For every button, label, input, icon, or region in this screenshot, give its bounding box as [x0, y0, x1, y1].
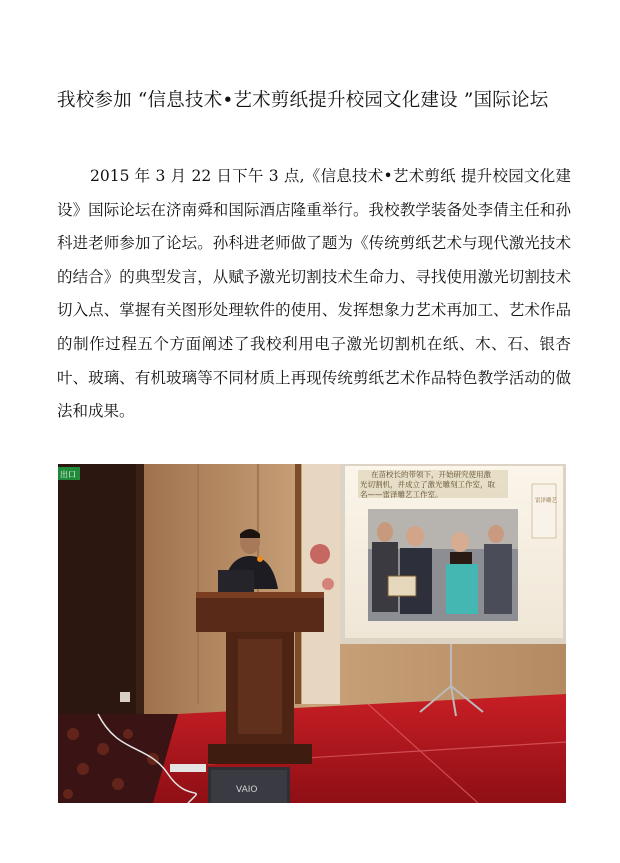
slide-logo [532, 484, 556, 538]
painting-panel [302, 464, 340, 704]
exit-sign-label: 出口 [60, 470, 76, 479]
page-title: 我校参加 “信息技术•艺术剪纸提升校园文化建设 ”国际论坛 [57, 90, 549, 111]
slide-caption-line-1: 在苗校长的带领下，开始研究使用激 [371, 470, 491, 479]
laptop-brand: VAIO [236, 785, 258, 795]
article-paragraph: 2015 年 3 月 22 日下午 3 点,《信息技术•艺术剪纸 提升校园文化建设》国际论坛在济南舜和国际酒店隆重举行。我校教学装备处李倩主任和孙科进老师参加了论坛。孙科进老师做了题为《传统剪纸艺术与现代激光技术的结合》的典型发言，从赋予激光切割技术生命力、寻找使用激光切割技术切入点、掌握有关图形处理软件的使用、发挥想象力艺术再加工、艺术作品的制作过程五个方面阐述了我校利用电子激光切割机在纸、木、石、银杏叶、玻璃、有机玻璃等不同材质上再现传统剪纸艺术作品特色教学活动的做法和成果。 [57, 167, 571, 421]
slide-logo-text: 雷泽雕艺 [535, 498, 558, 504]
power-strip [170, 764, 206, 772]
wall-outlet [120, 692, 130, 702]
slide-caption-line-3: 名——雷泽雕艺工作室。 [360, 490, 443, 499]
forum-photo [58, 464, 566, 803]
vaio-laptop [208, 767, 290, 803]
slide-caption-line-2: 光切割机，并成立了激光雕刻工作室，取 [360, 480, 495, 489]
podium-laptop [218, 570, 254, 594]
